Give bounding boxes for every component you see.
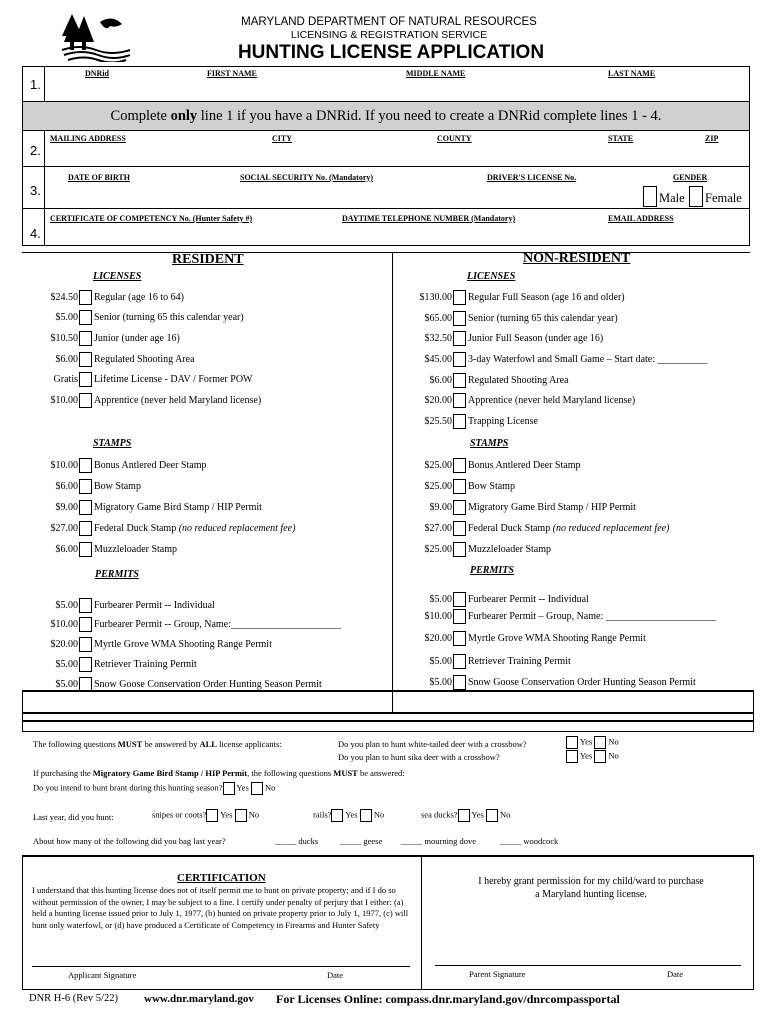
nonresident-stamps-title: STAMPS [470,438,509,449]
resident-licenses-row [30,333,390,351]
rails-no-checkbox[interactable] [360,809,372,822]
price: $5.00 [55,600,78,611]
item-checkbox[interactable] [79,458,92,473]
price: $25.00 [424,481,452,492]
nonresident-licenses-row [400,292,750,310]
item-checkbox[interactable] [79,598,92,613]
item-checkbox[interactable] [453,290,466,305]
price: $20.00 [424,395,452,406]
item-description: Furbearer Permit -- Individual [94,600,215,611]
nonresident-stamps-row [400,544,750,562]
ducks-count-field[interactable]: _____ [275,836,297,846]
item-checkbox[interactable] [79,310,92,325]
nonresident-stamps-row [400,502,750,520]
resident-licenses-title: LICENSES [93,271,142,282]
price: $5.00 [429,656,452,667]
price: $6.00 [429,375,452,386]
dob-label: DATE OF BIRTH [68,173,130,182]
price: $5.00 [55,679,78,690]
city-label: CITY [272,134,293,143]
brant-yes-checkbox[interactable] [223,782,235,795]
item-description: Regular (age 16 to 64) [94,292,184,303]
resident-licenses-row [30,312,390,330]
certificate-label: CERTIFICATE OF COMPETENCY No. (Hunter Safety #) [50,214,253,223]
female-label: Female [705,191,742,205]
resident-licenses-row [30,292,390,310]
item-checkbox[interactable] [79,617,92,632]
snipes-no-checkbox[interactable] [235,809,247,822]
brant-question: Do you intend to hunt brant during this hunting season? [33,782,223,793]
item-checkbox[interactable] [453,654,466,669]
item-checkbox[interactable] [453,592,466,607]
nonresident-permits-title: PERMITS [470,565,514,576]
item-description: Retriever Training Permit [94,659,197,670]
price: $5.00 [55,659,78,670]
item-checkbox[interactable] [453,542,466,557]
line-number-4: 4. [30,226,41,241]
woodcock-count-field[interactable]: _____ [500,836,522,846]
line-number-2: 2. [30,143,41,158]
certification-title: CERTIFICATION [177,872,266,884]
item-description: Federal Duck Stamp (no reduced replacement fee) [468,523,670,534]
email-label: EMAIL ADDRESS [608,214,674,223]
item-checkbox[interactable] [79,637,92,652]
applicant-signature-label: Applicant Signature [68,970,137,980]
item-description: Junior (under age 16) [94,333,180,344]
resident-stamps-row [30,544,390,562]
item-checkbox[interactable] [79,542,92,557]
resident-permits-row [30,659,390,677]
crossbow-sika-question: Do you plan to hunt sika deer with a crossbow? [338,752,500,762]
item-checkbox[interactable] [79,500,92,515]
price: $45.00 [424,354,452,365]
dnrid-label: DNRid [85,69,110,78]
online-licenses-link[interactable]: For Licenses Online: compass.dnr.maryland.gov/dnrcompassportal [276,992,620,1006]
item-description: Apprentice (never held Maryland license) [468,395,636,406]
resident-stamps-title: STAMPS [93,438,132,449]
item-checkbox[interactable] [79,331,92,346]
mailing-address-label: MAILING ADDRESS [50,134,126,143]
male-checkbox[interactable] [643,186,657,207]
service-name: LICENSING & REGISTRATION SERVICE [290,29,488,41]
item-description: Myrtle Grove WMA Shooting Range Permit [468,633,646,644]
phone-label: DAYTIME TELEPHONE NUMBER (Mandatory) [342,214,516,223]
item-description: Snow Goose Conservation Order Hunting Season Permit [468,677,696,688]
state-label: STATE [608,134,634,143]
sea-ducks-no-checkbox[interactable] [486,809,498,822]
item-checkbox[interactable] [79,372,92,387]
price: $10.00 [50,460,78,471]
item-description: Furbearer Permit -- Individual [468,594,589,605]
item-description: Lifetime License - DAV / Former POW [94,374,253,385]
price: $5.00 [429,677,452,688]
item-description: Regulated Shooting Area [94,354,195,365]
migratory-intro: If purchasing the Migratory Game Bird Stamp / HIP Permit, the following questions MUST be answered: [33,768,405,778]
resident-stamps-row [30,481,390,499]
county-label: COUNTY [437,134,472,143]
middle-name-label: MIDDLE NAME [406,69,466,78]
item-checkbox[interactable] [79,521,92,536]
item-description: Bonus Antlered Deer Stamp [94,460,207,471]
resident-licenses-row [30,395,390,413]
item-checkbox[interactable] [79,393,92,408]
nonresident-stamps-row [400,460,750,478]
price: $10.50 [50,333,78,344]
gender-label: GENDER [673,173,708,182]
item-description: Snow Goose Conservation Order Hunting Season Permit [94,679,322,690]
parent-signature-line[interactable] [435,965,741,966]
price: $65.00 [424,313,452,324]
item-checkbox[interactable] [79,290,92,305]
item-checkbox[interactable] [79,479,92,494]
item-checkbox[interactable] [453,331,466,346]
parent-signature-label: Parent Signature [469,969,526,979]
nonresident-permits-row [400,633,750,651]
item-description: Retriever Training Permit [468,656,571,667]
item-checkbox[interactable] [453,500,466,515]
ssn-label: SOCIAL SECURITY No. (Mandatory) [240,173,374,182]
resident-licenses-row [30,354,390,372]
nonresident-licenses-row [400,416,750,434]
item-description: Myrtle Grove WMA Shooting Range Permit [94,639,272,650]
nonresident-licenses-row [400,354,750,372]
item-description: 3-day Waterfowl and Small Game – Start date: __________ [468,354,708,365]
female-checkbox[interactable] [689,186,703,207]
price: $10.00 [50,395,78,406]
item-description: Migratory Game Bird Stamp / HIP Permit [468,502,636,513]
item-description: Senior (turning 65 this calendar year) [468,313,618,324]
item-checkbox[interactable] [453,521,466,536]
resident-permits-row [30,600,390,618]
line2-input-area[interactable] [45,145,749,165]
price: $25.00 [424,544,452,555]
item-checkbox[interactable] [453,352,466,367]
item-checkbox[interactable] [453,631,466,646]
resident-permits-title: PERMITS [95,569,139,580]
nonresident-licenses-row [400,395,750,413]
item-description: Junior Full Season (under age 16) [468,333,604,344]
line-number-3: 3. [30,183,41,198]
zip-label: ZIP [705,134,719,143]
item-checkbox[interactable] [453,458,466,473]
resident-permits-row [30,639,390,657]
snipes-yes-checkbox[interactable] [206,809,218,822]
crossbow-deer-no-checkbox[interactable] [594,736,606,749]
nonresident-licenses-row [400,313,750,331]
nonresident-licenses-row [400,375,750,393]
agency-name: MARYLAND DEPARTMENT OF NATURAL RESOURCES [241,16,537,28]
item-description: Apprentice (never held Maryland license) [94,395,262,406]
parent-date-label: Date [667,969,684,979]
resident-stamps-row [30,502,390,520]
price: $25.00 [424,460,452,471]
applicant-date-label: Date [327,970,344,980]
form-number: DNR H-6 (Rev 5/22) [29,993,118,1004]
bag-question: About how many of the following did you bag last year? [33,836,226,846]
nonresident-permits-row [400,656,750,674]
item-description: Regulated Shooting Area [468,375,569,386]
price: $5.00 [55,312,78,323]
price: $20.00 [424,633,452,644]
crossbow-deer-yes-checkbox[interactable] [566,736,578,749]
price: $9.00 [55,502,78,513]
item-checkbox[interactable] [453,311,466,326]
form-title: HUNTING LICENSE APPLICATION [237,42,545,63]
brant-no-checkbox[interactable] [251,782,263,795]
price: Gratis [53,374,78,385]
item-checkbox[interactable] [453,414,466,429]
certification-text: I understand that this hunting license does not of itself permit me to hunt on private property; and if I do so without permission of the owner, I may be subject to a fine. I certify under penalty of perjury that I either: (a) held a hunting license issued prior to July 1, 1977, (b) hunted on private property prior to July 1, 1977, (c) will hunt only waterfowl, or (d) have produced a Certificate of Competency in Firearms and Hunter Safety [32,885,409,930]
price: $6.00 [55,481,78,492]
item-checkbox[interactable] [453,675,466,690]
questions-intro: The following questions MUST be answered by ALL license applicants: [33,739,282,749]
item-checkbox[interactable] [79,352,92,367]
item-description: Trapping License [468,416,538,427]
item-description: Furbearer Permit -- Group, Name:______________________ [94,619,341,630]
nonresident-licenses-title: LICENSES [467,271,516,282]
item-description: Muzzleloader Stamp [94,544,178,555]
price: $130.00 [419,292,452,303]
price: $10.00 [424,611,452,622]
applicant-signature-line[interactable] [32,966,410,967]
resident-stamps-row [30,460,390,478]
nonresident-stamps-row [400,481,750,499]
line4-input-area[interactable] [45,224,749,244]
rails-yes-checkbox[interactable] [331,809,343,822]
item-description: Muzzleloader Stamp [468,544,552,555]
line1-input-area[interactable] [45,80,749,100]
last-name-label: LAST NAME [608,69,656,78]
item-description: Federal Duck Stamp (no reduced replacement fee) [94,523,296,534]
resident-permits-row [30,619,390,637]
item-checkbox[interactable] [453,393,466,408]
price: $6.00 [55,354,78,365]
item-description: Bow Stamp [468,481,515,492]
price: $6.00 [55,544,78,555]
item-description: Bow Stamp [94,481,141,492]
website-link[interactable]: www.dnr.maryland.gov [144,993,254,1005]
item-description: Regular Full Season (age 16 and older) [468,292,625,303]
price: $25.50 [424,416,452,427]
crossbow-deer-question: Do you plan to hunt white-tailed deer with a crossbow? [338,739,527,749]
item-description: Bonus Antlered Deer Stamp [468,460,581,471]
line-number-1: 1. [30,77,41,92]
item-description: Furbearer Permit – Group, Name: ______________________ [468,611,716,622]
male-label: Male [659,191,685,205]
price: $32.50 [424,333,452,344]
item-description: Migratory Game Bird Stamp / HIP Permit [94,502,262,513]
sea-ducks-yes-checkbox[interactable] [458,809,470,822]
price: $10.00 [50,619,78,630]
nonresident-permits-row [400,611,750,629]
crossbow-sika-no-checkbox[interactable] [594,750,606,763]
price: $9.00 [429,502,452,513]
nonresident-licenses-row [400,333,750,351]
item-checkbox[interactable] [453,479,466,494]
price: $5.00 [429,594,452,605]
price: $24.50 [50,292,78,303]
drivers-license-label: DRIVER'S LICENSE No. [487,173,577,182]
item-checkbox[interactable] [453,373,466,388]
item-checkbox[interactable] [79,657,92,672]
item-checkbox[interactable] [453,609,466,624]
resident-licenses-row [30,374,390,392]
resident-title: RESIDENT [172,252,244,267]
crossbow-sika-yes-checkbox[interactable] [566,750,578,763]
item-description: Senior (turning 65 this calendar year) [94,312,244,323]
geese-count-field[interactable]: _____ [340,836,362,846]
price: $27.00 [424,523,452,534]
doves-count-field[interactable]: _____ [401,836,423,846]
first-name-label: FIRST NAME [207,69,257,78]
spacer-box [22,690,754,732]
nonresident-stamps-row [400,523,750,541]
price: $20.00 [50,639,78,650]
nonresident-title: NON-RESIDENT [523,251,631,266]
resident-stamps-row [30,523,390,541]
last-year-label: Last year, did you hunt: [33,812,114,822]
price: $27.00 [50,523,78,534]
parent-permission-text: I hereby grant permission for my child/ward to purchase a Maryland hunting license. [478,876,704,900]
